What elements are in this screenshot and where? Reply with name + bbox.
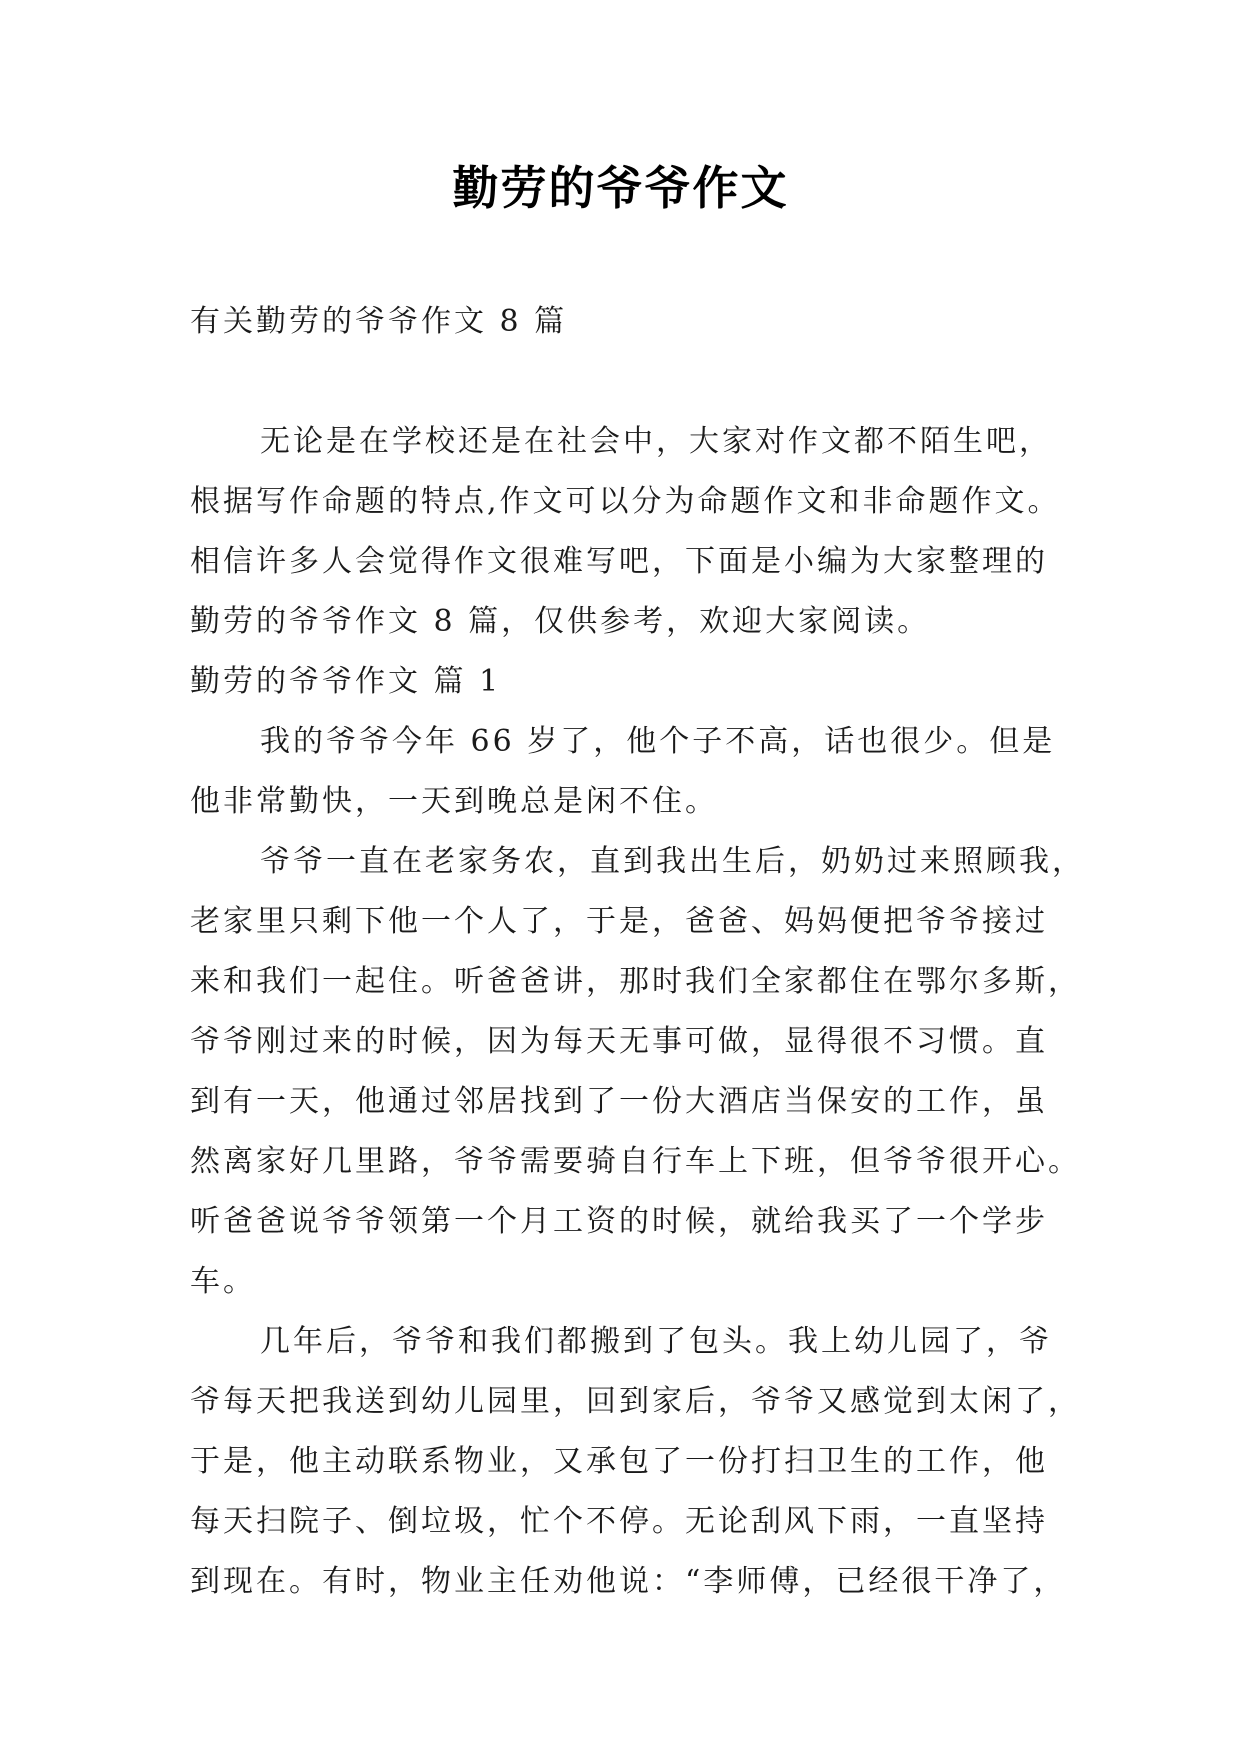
text-line: 爷爷刚过来的时候，因为每天无事可做，显得很不习惯。直 xyxy=(190,1024,1048,1059)
text-line: 听爸爸说爷爷领第一个月工资的时候，就给我买了一个学步 xyxy=(190,1204,1048,1239)
text-line: 到现在。有时，物业主任劝他说：“李师傅，已经很干净了， xyxy=(190,1564,1067,1599)
text-line: 勤劳的爷爷作文 8 篇，仅供参考，欢迎大家阅读。 xyxy=(190,604,931,639)
text-line: 勤劳的爷爷作文 篇 1 xyxy=(190,664,502,699)
document-subtitle: 有关勤劳的爷爷作文 8 篇 xyxy=(190,304,568,339)
text-line: 爷每天把我送到幼儿园里，回到家后，爷爷又感觉到太闲了， xyxy=(190,1384,1081,1419)
text-line: 老家里只剩下他一个人了，于是，爸爸、妈妈便把爷爷接过 xyxy=(190,904,1048,939)
text-line: 车。 xyxy=(190,1264,256,1299)
text-line: 爷爷一直在老家务农，直到我出生后，奶奶过来照顾我， xyxy=(260,844,1085,879)
text-line: 他非常勤快，一天到晚总是闲不住。 xyxy=(190,784,718,819)
text-line: 到有一天，他通过邻居找到了一份大酒店当保安的工作，虽 xyxy=(190,1084,1048,1119)
text-line: 相信许多人会觉得作文很难写吧，下面是小编为大家整理的 xyxy=(190,544,1048,579)
text-line: 我的爷爷今年 66 岁了，他个子不高，话也很少。但是 xyxy=(260,724,1056,759)
text-line: 每天扫院子、倒垃圾，忙个不停。无论刮风下雨，一直坚持 xyxy=(190,1504,1048,1539)
document-title: 勤劳的爷爷作文 xyxy=(452,161,789,215)
text-line: 来和我们一起住。听爸爸讲，那时我们全家都住在鄂尔多斯， xyxy=(190,964,1081,999)
text-line: 根据写作命题的特点,作文可以分为命题作文和非命题作文。 xyxy=(190,484,1061,519)
text-line: 无论是在学校还是在社会中，大家对作文都不陌生吧， xyxy=(260,424,1052,459)
text-line: 于是，他主动联系物业，又承包了一份打扫卫生的工作，他 xyxy=(190,1444,1048,1479)
text-line: 然离家好几里路，爷爷需要骑自行车上下班，但爷爷很开心。 xyxy=(190,1144,1081,1179)
text-line: 几年后，爷爷和我们都搬到了包头。我上幼儿园了，爷 xyxy=(260,1324,1052,1359)
document-body xyxy=(190,412,1085,1612)
